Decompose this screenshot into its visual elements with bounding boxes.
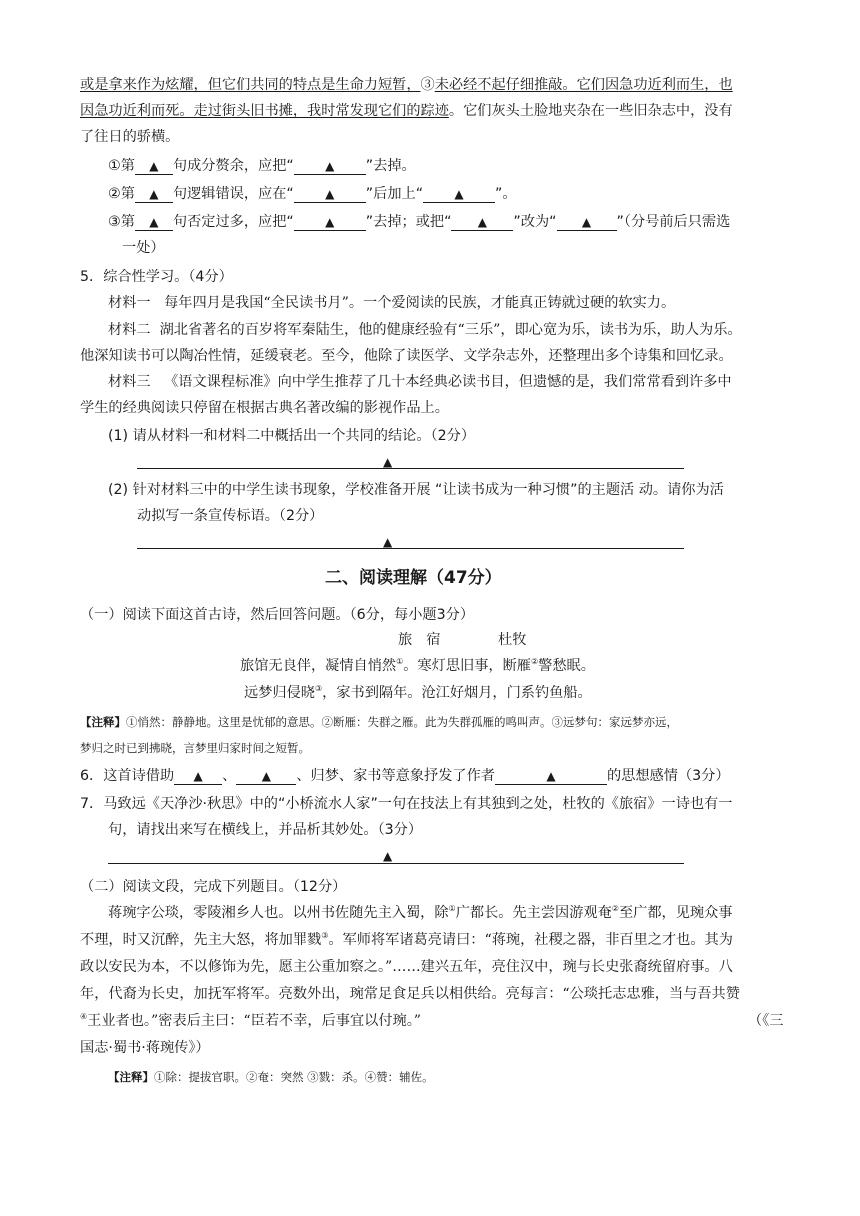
answer-marker: ▲: [383, 849, 393, 863]
answer-marker: ▲: [383, 455, 393, 469]
prose-citation-wrap: 国志·蜀书·蒋琬传》）: [80, 1040, 210, 1056]
question-7-line-1: 7．马致远《天净沙·秋思》中的“小桥流水人家”一句在技法上有其独到之处，杜牧的《旅宿》一诗也有一: [80, 796, 733, 812]
q5-material-3: 材料三 《语文课程标准》向中学生推荐了几十本经典必读书目，但遗憾的是，我们常常看到许多中: [108, 374, 732, 390]
poem-line-1: 旅馆无良伴，凝情自悄然①。寒灯思旧事，断雁②警愁眠。: [240, 657, 595, 674]
q5-sub-2: (2) 针对材料三中的中学生读书现象，学校准备开展 “让读书成为一种习惯”的主题活 动。请你为活: [108, 482, 724, 498]
prose-note: 【注释】①除：提拔官职。②奄：突然 ③戮：杀。④赞：辅佐。: [108, 1070, 434, 1084]
passage-marker-3: ③: [420, 77, 435, 93]
poem-line-2: 远梦归侵晓③，家书到隔年。沧江好烟月，门系钓鱼船。: [244, 684, 592, 701]
passage-line-1: [80, 75, 733, 95]
answer-blank[interactable]: ▲: [294, 186, 366, 203]
q5-material-2-wrap: 他深知读书可以陶冶性情，延缓衰老。至今，他除了读医学、文学杂志外，还整理出多个诗集和回忆录。: [80, 348, 733, 364]
passage-line-3: 了往日的骄横。: [80, 129, 180, 145]
answer-blank[interactable]: ▲: [174, 768, 222, 785]
answer-blank[interactable]: ▲: [294, 214, 366, 231]
poem-note-1: 【注释】①悄然：静静地。这里是忧郁的意思。②断雁：失群之雁。此为失群孤雁的鸣叫声。③远梦句：家远梦亦远，: [80, 715, 678, 729]
answer-line[interactable]: [108, 863, 684, 864]
prose-intro: （二）阅读文段，完成下列题目。（12分）: [80, 879, 347, 895]
q5-material-2: 材料二 湖北省著名的百岁将军秦陆生，他的健康经验有“三乐”，即心宽为乐，读书为乐，助人为乐。: [108, 322, 742, 338]
answer-blank[interactable]: ▲: [135, 158, 173, 175]
prose-line-1: 蒋琬字公琰，零陵湘乡人也。以州书佐随先主入蜀，除①广都长。先主尝因游观奄②至广都，见琬众事: [108, 904, 733, 921]
answer-blank[interactable]: ▲: [135, 214, 173, 231]
answer-line[interactable]: [137, 548, 684, 549]
q5-title: 5．综合性学习。（4分）: [80, 269, 233, 285]
q4-item-1: ①第 ▲ 句成分赘余，应把“ ▲ ”去掉。: [108, 158, 416, 174]
passage-line-2: [80, 101, 733, 121]
answer-blank[interactable]: ▲: [423, 186, 495, 203]
answer-blank[interactable]: ▲: [495, 768, 607, 785]
prose-line-2: 不理，时又沉醉，先主大怒，将加罪戮③。军师将军诸葛亮请曰：“蒋琬，社稷之器，非百里之才也。其为: [80, 931, 733, 948]
prose-line-5: ④王业者也。”密表后主曰：“臣若不幸，后事宜以付琬。”: [80, 1012, 422, 1029]
passage-underlined-3: 因急功近利而死。走过街头旧书摊，我时常发现它们的踪迹: [80, 103, 449, 119]
q4-item-3: ③第 ▲ 句否定过多，应把“ ▲ ”去掉；或把“ ▲ ”改为“ ▲ ”（分号前后只需选: [108, 214, 731, 230]
q4-item-3-wrap: 一处）: [122, 240, 165, 256]
poem-note-2: 梦归之时已到拂晓，言梦里归家时间之短暂。: [80, 741, 310, 755]
prose-citation: （《三: [748, 1013, 784, 1029]
poem-intro: （一）阅读下面这首古诗，然后回答问题。（6分，每小题3分）: [80, 607, 475, 623]
q5-material-1: 材料一 每年四月是我国“全民读书月”。一个爱阅读的民族，才能真正铸就过硬的软实力。: [108, 295, 676, 311]
passage-underlined-2: 未必经不起仔细推敲。它们因急功近利而生，也: [434, 77, 733, 93]
answer-blank[interactable]: ▲: [236, 768, 296, 785]
q4-item-2: ②第 ▲ 句逻辑错误，应在“ ▲ ”后加上“ ▲ ”。: [108, 186, 517, 202]
poem-author: 杜牧: [498, 632, 527, 648]
q5-material-3-wrap: 学生的经典阅读只停留在根据古典名著改编的影视作品上。: [80, 400, 449, 416]
question-6: 6．这首诗借助 ▲ 、 ▲ 、归梦、家书等意象抒发了作者 ▲ 的思想感情（3分）: [80, 768, 730, 784]
passage-underlined-1: 或是拿来作为炫耀，但它们共同的特点是生命力短暂，: [80, 77, 421, 93]
prose-line-4: 年，代裔为长史，加抚军将军。亮数外出，琬常足食足兵以相供给。亮每言：“公琰托志忠雅，当与吾共赞: [80, 986, 740, 1002]
q5-sub-2-wrap: 动拟写一条宣传标语。（2分）: [137, 508, 324, 524]
poem-title: 旅 宿: [398, 632, 441, 648]
section-heading: 二、阅读理解（47分）: [325, 568, 502, 588]
prose-line-3: 政以安民为本，不以修饰为先，愿主公重加察之。”……建兴五年，亮住汉中，琬与长史张裔统留府事。八: [80, 959, 733, 975]
question-7-line-2: 句，请找出来写在横线上，并品析其妙处。（3分）: [108, 822, 423, 838]
answer-blank[interactable]: ▲: [451, 214, 513, 231]
answer-marker: ▲: [383, 535, 393, 549]
answer-blank[interactable]: ▲: [135, 186, 173, 203]
passage-rest-2: 。它们灰头土脸地夹杂在一些旧杂志中，没有: [448, 103, 733, 119]
q5-sub-1: (1) 请从材料一和材料二中概括出一个共同的结论。（2分）: [108, 428, 476, 444]
answer-line[interactable]: [137, 468, 684, 469]
answer-blank[interactable]: ▲: [294, 158, 366, 175]
answer-blank[interactable]: ▲: [557, 214, 617, 231]
